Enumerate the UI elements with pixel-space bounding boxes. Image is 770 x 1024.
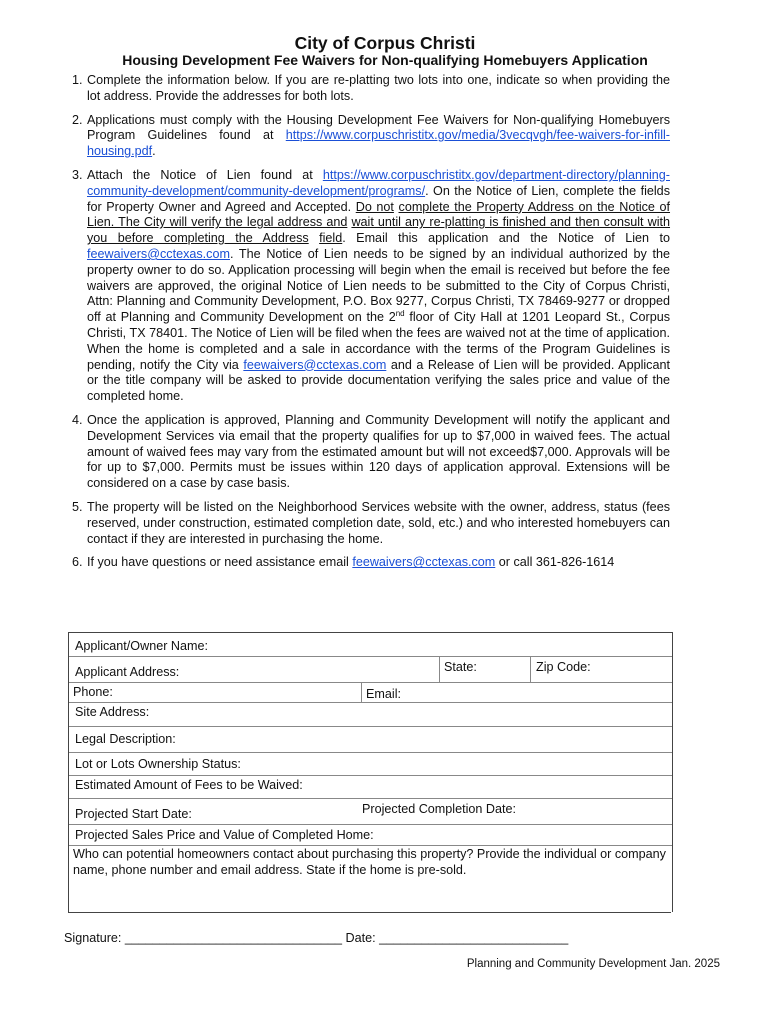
document-title: City of Corpus Christi [294,33,476,53]
instruction-2: 2. Applications must comply with the Housing Development Fee Waivers for Non-qualifying Homebuyers Program Guidelines found at https://www.corpuschristitx.gov/media/3vecqvgh/fee-waivers-for-infill-housing.pdf. [72,112,670,159]
form-bottom-line [68,912,671,913]
sales-price-field[interactable]: Projected Sales Price and Value of Completed Home: [69,825,672,846]
zip-code-field[interactable]: Zip Code: [536,660,591,674]
ownership-status-field[interactable]: Lot or Lots Ownership Status: [69,753,672,776]
estimated-fees-field[interactable]: Estimated Amount of Fees to be Waived: [69,776,672,799]
signature-line[interactable]: Signature: _______________________________ Date: ___________________________ [64,931,569,945]
state-field[interactable]: State: [444,660,477,674]
notice-of-lien-link[interactable]: https://www.corpuschristitx.gov/department-directory/planning-community-development/community-development/programs/ [87,167,670,198]
instruction-3: 3. Attach the Notice of Lien found at https://www.corpuschristitx.gov/department-directory/planning-community-development/community-development/programs/. On the Notice of Lien, complete the fields for Property Owner and Agreed and Accepted. Do not complete the Property Address on the Notice of Lien. The City will verify the legal address and wait until any re-platting is finished and then consult with you before completing the Address field. Email this application and the Notice of Lien to feewaivers@cctexas.com. The Notice of Lien needs to be signed by an individual authorized by the property owner to do so. Application processing will begin when the email is received but before the fee waivers are approved, the original Notice of Lien needs to be submitted to the City of Corpus Christi, Attn: Planning and Community Development, P.O. Box 9277, Corpus Christi, TX 78469-9277 or dropped off at Planning and Community Development on the 2nd floor of City Hall at 1201 Leopard St., Corpus Christi, TX 78401. The Notice of Lien will be filed when the fees are waived not at the time of application. When the home is completed and a sale in accordance with the terms of the Program Guidelines is pending, notify the City via feewaivers@cctexas.com and a Release of Lien will be provided. Applicant or the title company will be asked to provide documentation verifying the sales price and value of the completed home. [72,167,671,404]
owner-name-field[interactable]: Applicant/Owner Name: [69,633,672,657]
email-link[interactable]: feewaivers@cctexas.com [87,246,230,261]
instruction-1: 1. Complete the information below. If you are re-platting two lots into one, indicate so when providing the lot address. Provide the addresses for both lots. [72,73,670,103]
footer: Planning and Community Development Jan. 2025 [466,958,720,970]
address-row [69,657,672,683]
document-subtitle: Housing Development Fee Waivers for Non-qualifying Homebuyers Application [122,52,648,68]
guidelines-link[interactable]: https://www.corpuschristitx.gov/media/3vecqvgh/fee-waivers-for-infill-housing.pdf [87,128,670,159]
application-form [68,632,673,912]
legal-description-field[interactable]: Legal Description: [69,727,672,753]
dates-row [69,799,672,825]
contact-info-field[interactable]: Who can potential homeowners contact about purchasing this property? Provide the individual or company name, phone number and email address. State if the home is pre-sold. [73,847,666,877]
site-address-field[interactable]: Site Address: [69,703,672,727]
instruction-5: 5. The property will be listed on the Neighborhood Services website with the owner, address, status (fees reserved, under construction, estimated completion date, sold, etc.) and who interested homebuyers can contact if they are interested in purchasing the home. [72,499,670,546]
instruction-6: 6. If you have questions or need assistance email feewaivers@cctexas.com or call 361-826-1614 [72,555,615,570]
email-link[interactable]: feewaivers@cctexas.com [243,357,387,372]
start-date-field[interactable]: Projected Start Date: [75,807,192,821]
phone-field[interactable]: Phone: [73,685,113,699]
instruction-4: 4. Once the application is approved, Planning and Community Development will notify the applicant and Development Services via email that the property qualifies for up to $7,000 in waived fees. The actual amount of waived fees may vary from the estimated amount but will not exceed$7,000. Approvals will be for up to $7,000. Permits must be issues within 120 days of application approval. Extensions will be considered on a case by case basis. [72,412,670,491]
email-link[interactable]: feewaivers@cctexas.com [352,555,496,570]
completion-date-field[interactable]: Projected Completion Date: [362,802,517,816]
divider [439,657,440,682]
email-field[interactable]: Email: [366,687,401,701]
divider [361,683,362,702]
phone-email-row [69,683,672,703]
address-field[interactable]: Applicant Address: [75,665,180,679]
instructions-list [72,73,670,579]
divider [530,657,531,682]
